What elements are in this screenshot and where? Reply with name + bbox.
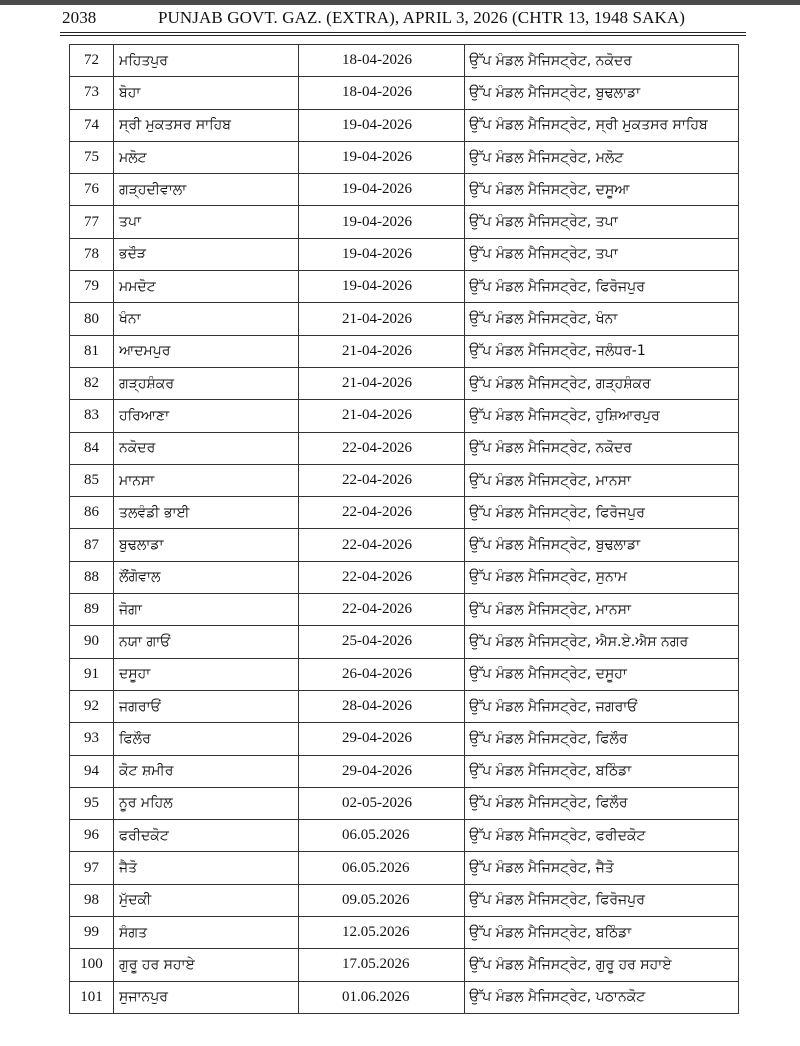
place-cell: ਗੜ੍ਹਸ਼ੰਕਰ bbox=[114, 367, 299, 399]
serial-number-cell: 73 bbox=[70, 77, 114, 109]
serial-number-cell: 95 bbox=[70, 787, 114, 819]
date-cell: 21-04-2026 bbox=[299, 367, 465, 399]
date-cell: 17.05.2026 bbox=[299, 949, 465, 981]
serial-number-cell: 85 bbox=[70, 464, 114, 496]
table-row bbox=[70, 141, 739, 173]
date-cell: 01.06.2026 bbox=[299, 981, 465, 1013]
office-cell: ਉੱਪ ਮੰਡਲ ਮੈਜਿਸਟ੍ਰੇਟ, ਗੜ੍ਹਸ਼ੰਕਰ bbox=[465, 367, 739, 399]
table-row bbox=[70, 432, 739, 464]
gazette-header bbox=[0, 4, 800, 30]
serial-number-cell: 86 bbox=[70, 497, 114, 529]
office-cell: ਉੱਪ ਮੰਡਲ ਮੈਜਿਸਟ੍ਰੇਟ, ਜਗਰਾਓਂ bbox=[465, 690, 739, 722]
table-row bbox=[70, 723, 739, 755]
date-cell: 02-05-2026 bbox=[299, 787, 465, 819]
date-cell: 19-04-2026 bbox=[299, 174, 465, 206]
serial-number-cell: 101 bbox=[70, 981, 114, 1013]
serial-number-cell: 76 bbox=[70, 174, 114, 206]
table-row bbox=[70, 949, 739, 981]
serial-number-cell: 77 bbox=[70, 206, 114, 238]
serial-number-cell: 78 bbox=[70, 238, 114, 270]
table-row bbox=[70, 109, 739, 141]
date-cell: 21-04-2026 bbox=[299, 400, 465, 432]
place-cell: ਜੈਤੋ bbox=[114, 852, 299, 884]
office-cell: ਉੱਪ ਮੰਡਲ ਮੈਜਿਸਟ੍ਰੇਟ, ਮਾਨਸਾ bbox=[465, 594, 739, 626]
header-rule bbox=[60, 32, 746, 33]
date-cell: 22-04-2026 bbox=[299, 594, 465, 626]
date-cell: 12.05.2026 bbox=[299, 917, 465, 949]
place-cell: ਗੜ੍ਹਦੀਵਾਲਾ bbox=[114, 174, 299, 206]
office-cell: ਉੱਪ ਮੰਡਲ ਮੈਜਿਸਟ੍ਰੇਟ, ਫਿਲੌਰ bbox=[465, 723, 739, 755]
date-cell: 19-04-2026 bbox=[299, 271, 465, 303]
date-cell: 22-04-2026 bbox=[299, 561, 465, 593]
place-cell: ਸ੍ਰੀ ਮੁਕਤਸਰ ਸਾਹਿਬ bbox=[114, 109, 299, 141]
office-cell: ਉੱਪ ਮੰਡਲ ਮੈਜਿਸਟ੍ਰੇਟ, ਬਠਿੰਡਾ bbox=[465, 755, 739, 787]
place-cell: ਮੁੱਦਕੀ bbox=[114, 884, 299, 916]
table-row bbox=[70, 787, 739, 819]
table-row bbox=[70, 658, 739, 690]
serial-number-cell: 80 bbox=[70, 303, 114, 335]
office-cell: ਉੱਪ ਮੰਡਲ ਮੈਜਿਸਟ੍ਰੇਟ, ਤਪਾ bbox=[465, 206, 739, 238]
serial-number-cell: 94 bbox=[70, 755, 114, 787]
place-cell: ਆਦਮਪੁਰ bbox=[114, 335, 299, 367]
place-cell: ਨਕੋਦਰ bbox=[114, 432, 299, 464]
office-cell: ਉੱਪ ਮੰਡਲ ਮੈਜਿਸਟ੍ਰੇਟ, ਨਕੋਦਰ bbox=[465, 45, 739, 77]
serial-number-cell: 72 bbox=[70, 45, 114, 77]
page-number: 2038 bbox=[62, 8, 97, 27]
table-row bbox=[70, 497, 739, 529]
serial-number-cell: 98 bbox=[70, 884, 114, 916]
serial-number-cell: 99 bbox=[70, 917, 114, 949]
table-row bbox=[70, 238, 739, 270]
office-cell: ਉੱਪ ਮੰਡਲ ਮੈਜਿਸਟ੍ਰੇਟ, ਐਸ.ਏ.ਐਸ ਨਗਰ bbox=[465, 626, 739, 658]
place-cell: ਦਸੂਹਾ bbox=[114, 658, 299, 690]
place-cell: ਭਦੌੜ bbox=[114, 238, 299, 270]
place-cell: ਜੋਗਾ bbox=[114, 594, 299, 626]
place-cell: ਜਗਰਾਓਂ bbox=[114, 690, 299, 722]
table-row bbox=[70, 400, 739, 432]
date-cell: 26-04-2026 bbox=[299, 658, 465, 690]
table-row bbox=[70, 852, 739, 884]
office-cell: ਉੱਪ ਮੰਡਲ ਮੈਜਿਸਟ੍ਰੇਟ, ਬੁਢਲਾਡਾ bbox=[465, 529, 739, 561]
office-cell: ਉੱਪ ਮੰਡਲ ਮੈਜਿਸਟ੍ਰੇਟ, ਫਿਰੋਜਪੁਰ bbox=[465, 271, 739, 303]
place-cell: ਨੂਰ ਮਹਿਲ bbox=[114, 787, 299, 819]
date-cell: 22-04-2026 bbox=[299, 529, 465, 561]
office-cell: ਉੱਪ ਮੰਡਲ ਮੈਜਿਸਟ੍ਰੇਟ, ਬੁਢਲਾਡਾ bbox=[465, 77, 739, 109]
date-cell: 22-04-2026 bbox=[299, 432, 465, 464]
office-cell: ਉੱਪ ਮੰਡਲ ਮੈਜਿਸਟ੍ਰੇਟ, ਫਿਲੌਰ bbox=[465, 787, 739, 819]
schedule-table-body bbox=[70, 45, 739, 1014]
date-cell: 19-04-2026 bbox=[299, 109, 465, 141]
office-cell: ਉੱਪ ਮੰਡਲ ਮੈਜਿਸਟ੍ਰੇਟ, ਪਠਾਨਕੋਟ bbox=[465, 981, 739, 1013]
office-cell: ਉੱਪ ਮੰਡਲ ਮੈਜਿਸਟ੍ਰੇਟ, ਤਪਾ bbox=[465, 238, 739, 270]
place-cell: ਬੁਢਲਾਡਾ bbox=[114, 529, 299, 561]
place-cell: ਮਾਨਸਾ bbox=[114, 464, 299, 496]
office-cell: ਉੱਪ ਮੰਡਲ ਮੈਜਿਸਟ੍ਰੇਟ, ਫਿਰੋਜਪੁਰ bbox=[465, 884, 739, 916]
schedule-table bbox=[69, 44, 739, 1014]
office-cell: ਉੱਪ ਮੰਡਲ ਮੈਜਿਸਟ੍ਰੇਟ, ਜਲੰਧਰ-1 bbox=[465, 335, 739, 367]
serial-number-cell: 83 bbox=[70, 400, 114, 432]
table-row bbox=[70, 206, 739, 238]
table-row bbox=[70, 464, 739, 496]
place-cell: ਨਯਾ ਗਾਓਂ bbox=[114, 626, 299, 658]
place-cell: ਕੋਟ ਸ਼ਮੀਰ bbox=[114, 755, 299, 787]
place-cell: ਸੁਜਾਨਪੁਰ bbox=[114, 981, 299, 1013]
date-cell: 22-04-2026 bbox=[299, 464, 465, 496]
place-cell: ਤਪਾ bbox=[114, 206, 299, 238]
office-cell: ਉੱਪ ਮੰਡਲ ਮੈਜਿਸਟ੍ਰੇਟ, ਸ੍ਰੀ ਮੁਕਤਸਰ ਸਾਹਿਬ bbox=[465, 109, 739, 141]
table-row bbox=[70, 594, 739, 626]
place-cell: ਗੁਰੂ ਹਰ ਸਹਾਏ bbox=[114, 949, 299, 981]
serial-number-cell: 81 bbox=[70, 335, 114, 367]
date-cell: 19-04-2026 bbox=[299, 206, 465, 238]
office-cell: ਉੱਪ ਮੰਡਲ ਮੈਜਿਸਟ੍ਰੇਟ, ਸੁਨਾਮ bbox=[465, 561, 739, 593]
date-cell: 21-04-2026 bbox=[299, 335, 465, 367]
date-cell: 21-04-2026 bbox=[299, 303, 465, 335]
table-row bbox=[70, 884, 739, 916]
table-row bbox=[70, 303, 739, 335]
date-cell: 06.05.2026 bbox=[299, 852, 465, 884]
serial-number-cell: 91 bbox=[70, 658, 114, 690]
place-cell: ਹਰਿਆਣਾ bbox=[114, 400, 299, 432]
table-row bbox=[70, 335, 739, 367]
date-cell: 29-04-2026 bbox=[299, 755, 465, 787]
date-cell: 25-04-2026 bbox=[299, 626, 465, 658]
office-cell: ਉੱਪ ਮੰਡਲ ਮੈਜਿਸਟ੍ਰੇਟ, ਜੈਤੋ bbox=[465, 852, 739, 884]
table-row bbox=[70, 690, 739, 722]
table-row bbox=[70, 367, 739, 399]
table-row bbox=[70, 529, 739, 561]
serial-number-cell: 79 bbox=[70, 271, 114, 303]
serial-number-cell: 87 bbox=[70, 529, 114, 561]
place-cell: ਫਰੀਦਕੋਟ bbox=[114, 820, 299, 852]
serial-number-cell: 75 bbox=[70, 141, 114, 173]
office-cell: ਉੱਪ ਮੰਡਲ ਮੈਜਿਸਟ੍ਰੇਟ, ਮਲੋਟ bbox=[465, 141, 739, 173]
date-cell: 09.05.2026 bbox=[299, 884, 465, 916]
place-cell: ਤਲਵੰਡੀ ਭਾਈ bbox=[114, 497, 299, 529]
office-cell: ਉੱਪ ਮੰਡਲ ਮੈਜਿਸਟ੍ਰੇਟ, ਦਸੂਆ bbox=[465, 174, 739, 206]
serial-number-cell: 96 bbox=[70, 820, 114, 852]
table-row bbox=[70, 820, 739, 852]
place-cell: ਖੰਨਾ bbox=[114, 303, 299, 335]
header-rule-double bbox=[60, 35, 746, 36]
date-cell: 29-04-2026 bbox=[299, 723, 465, 755]
place-cell: ਮਲੋਟ bbox=[114, 141, 299, 173]
office-cell: ਉੱਪ ਮੰਡਲ ਮੈਜਿਸਟ੍ਰੇਟ, ਫਰੀਦਕੋਟ bbox=[465, 820, 739, 852]
serial-number-cell: 90 bbox=[70, 626, 114, 658]
date-cell: 18-04-2026 bbox=[299, 45, 465, 77]
table-row bbox=[70, 77, 739, 109]
office-cell: ਉੱਪ ਮੰਡਲ ਮੈਜਿਸਟ੍ਰੇਟ, ਹੁਸ਼ਿਆਰਪੁਰ bbox=[465, 400, 739, 432]
table-row bbox=[70, 45, 739, 77]
office-cell: ਉੱਪ ਮੰਡਲ ਮੈਜਿਸਟ੍ਰੇਟ, ਬਠਿੰਡਾ bbox=[465, 917, 739, 949]
table-row bbox=[70, 561, 739, 593]
office-cell: ਉੱਪ ਮੰਡਲ ਮੈਜਿਸਟ੍ਰੇਟ, ਦਸੂਹਾ bbox=[465, 658, 739, 690]
serial-number-cell: 93 bbox=[70, 723, 114, 755]
table-row bbox=[70, 917, 739, 949]
serial-number-cell: 84 bbox=[70, 432, 114, 464]
place-cell: ਲੌਂਗੋਵਾਲ bbox=[114, 561, 299, 593]
serial-number-cell: 97 bbox=[70, 852, 114, 884]
place-cell: ਸੰਗਤ bbox=[114, 917, 299, 949]
place-cell: ਮਹਿਤਪੁਰ bbox=[114, 45, 299, 77]
table-row bbox=[70, 626, 739, 658]
office-cell: ਉੱਪ ਮੰਡਲ ਮੈਜਿਸਟ੍ਰੇਟ, ਗੁਰੂ ਹਰ ਸਹਾਏ bbox=[465, 949, 739, 981]
serial-number-cell: 74 bbox=[70, 109, 114, 141]
serial-number-cell: 100 bbox=[70, 949, 114, 981]
date-cell: 19-04-2026 bbox=[299, 141, 465, 173]
table-row bbox=[70, 174, 739, 206]
office-cell: ਉੱਪ ਮੰਡਲ ਮੈਜਿਸਟ੍ਰੇਟ, ਫਿਰੋਜਪੁਰ bbox=[465, 497, 739, 529]
serial-number-cell: 89 bbox=[70, 594, 114, 626]
office-cell: ਉੱਪ ਮੰਡਲ ਮੈਜਿਸਟ੍ਰੇਟ, ਨਕੋਦਰ bbox=[465, 432, 739, 464]
date-cell: 06.05.2026 bbox=[299, 820, 465, 852]
place-cell: ਫਿਲੌਰ bbox=[114, 723, 299, 755]
date-cell: 28-04-2026 bbox=[299, 690, 465, 722]
date-cell: 19-04-2026 bbox=[299, 238, 465, 270]
place-cell: ਬੋਹਾ bbox=[114, 77, 299, 109]
table-row bbox=[70, 981, 739, 1013]
serial-number-cell: 88 bbox=[70, 561, 114, 593]
office-cell: ਉੱਪ ਮੰਡਲ ਮੈਜਿਸਟ੍ਰੇਟ, ਖੰਨਾ bbox=[465, 303, 739, 335]
office-cell: ਉੱਪ ਮੰਡਲ ਮੈਜਿਸਟ੍ਰੇਟ, ਮਾਨਸਾ bbox=[465, 464, 739, 496]
serial-number-cell: 92 bbox=[70, 690, 114, 722]
table-row bbox=[70, 271, 739, 303]
table-row bbox=[70, 755, 739, 787]
date-cell: 22-04-2026 bbox=[299, 497, 465, 529]
place-cell: ਮਮਦੋਟ bbox=[114, 271, 299, 303]
date-cell: 18-04-2026 bbox=[299, 77, 465, 109]
serial-number-cell: 82 bbox=[70, 367, 114, 399]
gazette-title: PUNJAB GOVT. GAZ. (EXTRA), APRIL 3, 2026 (CHTR 13, 1948 SAKA) bbox=[158, 8, 685, 27]
